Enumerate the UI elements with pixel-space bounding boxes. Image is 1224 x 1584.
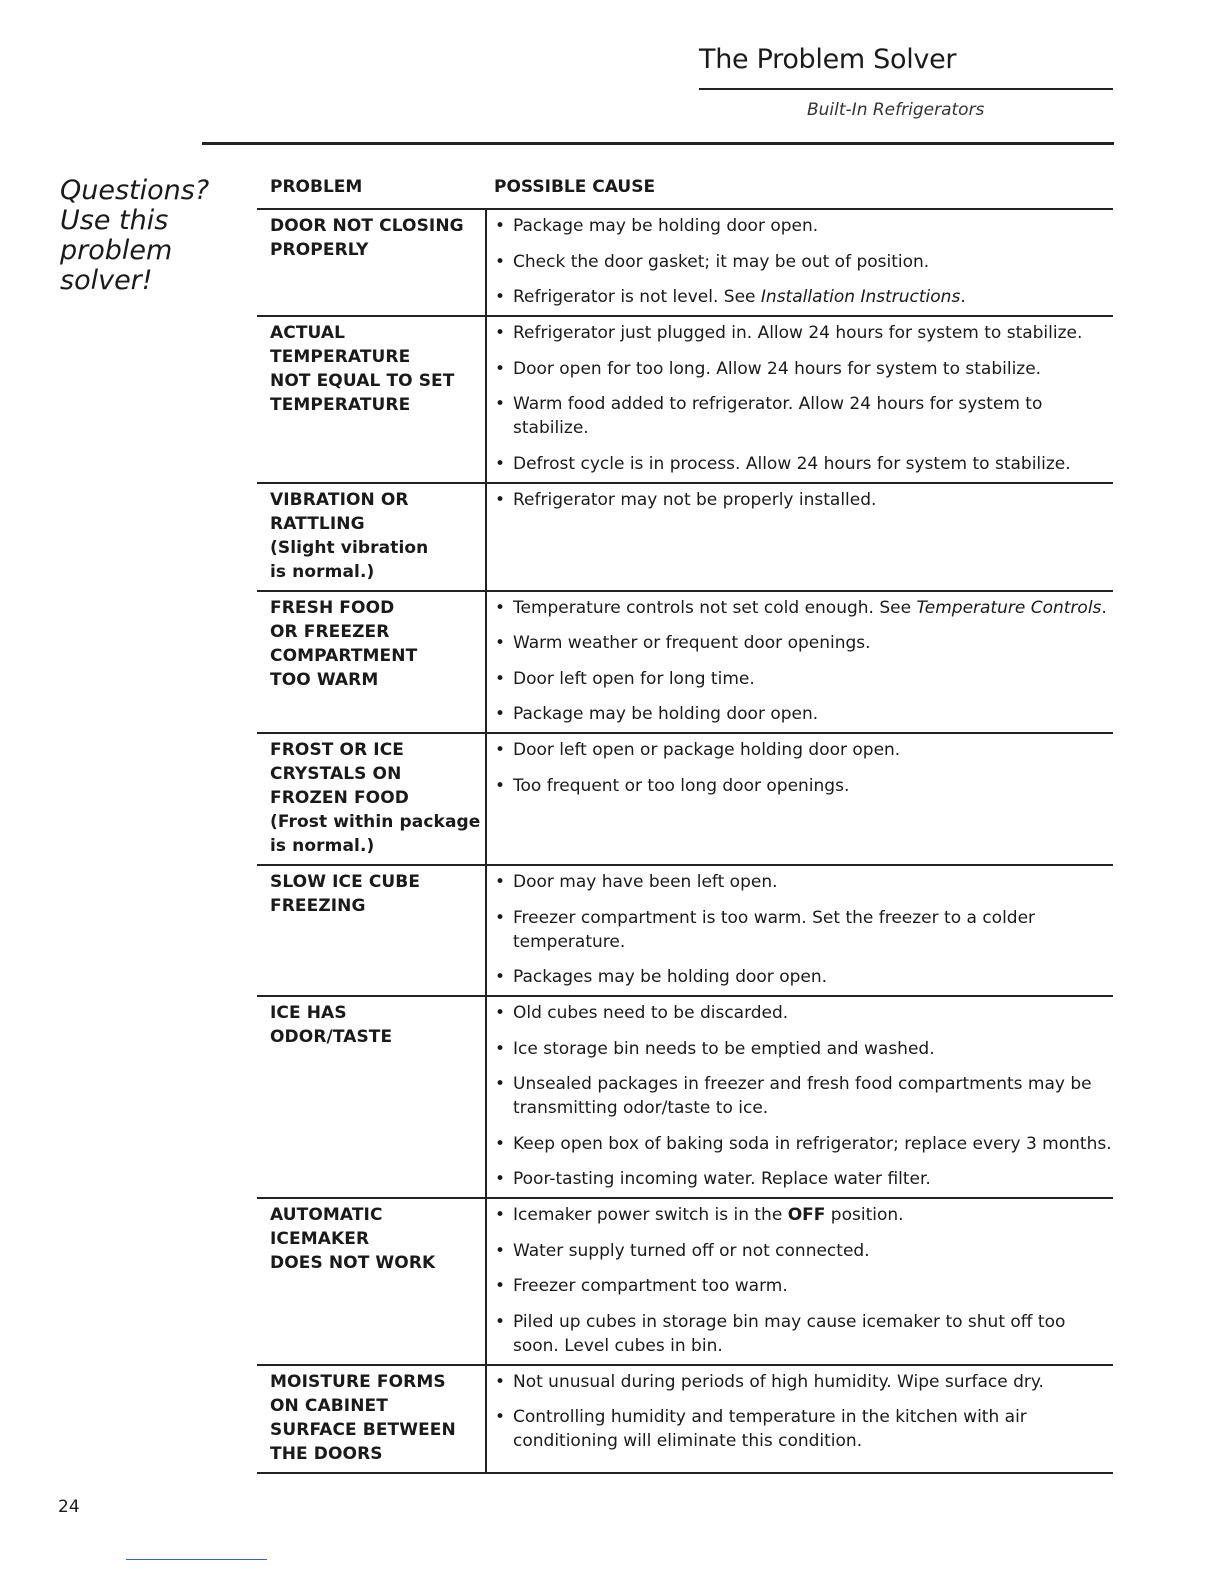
problem-cell — [257, 997, 487, 1197]
problem-line: FROZEN FOOD — [270, 788, 409, 808]
cause-text: Package may be holding door open. — [513, 704, 819, 724]
cause-text-tail: position. — [825, 1205, 904, 1225]
problem-line: DOES NOT WORK — [270, 1253, 436, 1273]
problem-line: TOO WARM — [270, 669, 379, 690]
cause-text: Packages may be holding door open. — [513, 967, 828, 987]
problem-line: ACTUAL — [270, 323, 346, 343]
cause-text: Poor-tasting incoming water. Replace water filter. — [513, 1169, 931, 1189]
problem-line: FROST OR ICE — [270, 740, 404, 760]
header-divider — [202, 142, 1114, 145]
problem-line: COMPARTMENT — [270, 645, 418, 666]
cause-item — [513, 321, 1113, 345]
table-body — [257, 210, 1113, 1474]
sidebar-line: problem — [60, 235, 173, 266]
column-header-cause: POSSIBLE CAUSE — [494, 177, 656, 197]
problem-line: (Frost within package — [270, 812, 481, 832]
cause-item — [513, 452, 1113, 476]
problem-line: VIBRATION OR — [270, 489, 409, 510]
problem-line: ICEMAKER — [270, 1229, 370, 1249]
problem-line: MOISTURE FORMS — [270, 1371, 446, 1392]
problem-line: RATTLING — [270, 513, 365, 534]
problem-line: DOOR NOT CLOSING — [270, 216, 464, 236]
cause-text: Door left open or package holding door open. — [513, 740, 901, 760]
cause-list — [487, 997, 1113, 1197]
problem-cell — [257, 734, 487, 864]
cause-item — [513, 250, 1113, 274]
cause-text: Door left open for long time. — [513, 668, 755, 689]
cause-item — [513, 1239, 1113, 1263]
cause-emphasis: OFF — [787, 1205, 826, 1225]
problem-line: CRYSTALS ON — [270, 764, 402, 784]
table-row — [257, 1366, 1113, 1474]
problem-cell — [257, 1199, 487, 1364]
cause-item — [513, 392, 1113, 440]
cause-item — [513, 1203, 1113, 1227]
page-number: 24 — [58, 1497, 80, 1517]
problem-line: ODOR/TASTE — [270, 1027, 393, 1047]
cause-item — [513, 667, 1113, 691]
problem-line: ON CABINET — [270, 1395, 388, 1416]
problem-line: SURFACE BETWEEN — [270, 1419, 456, 1440]
cause-text: Controlling humidity and temperature in the kitchen with air conditioning will eliminate this condition. — [513, 1407, 1027, 1451]
cause-list — [487, 592, 1113, 733]
cause-list — [487, 484, 1113, 590]
cause-item — [513, 965, 1113, 989]
cause-item — [513, 870, 1113, 894]
problem-line: is normal.) — [270, 836, 375, 856]
cause-list — [487, 317, 1113, 482]
cause-item — [513, 1072, 1113, 1120]
column-header-problem: PROBLEM — [270, 177, 363, 197]
problem-line: THE DOORS — [270, 1443, 383, 1464]
table-row — [257, 317, 1113, 484]
cause-text: Refrigerator just plugged in. Allow 24 hours for system to stabilize. — [513, 323, 1083, 343]
title-rule — [699, 88, 1113, 90]
cause-text: Too frequent or too long door openings. — [513, 775, 850, 796]
table-header — [257, 170, 1113, 210]
cause-item — [513, 1370, 1113, 1394]
table-row — [257, 592, 1113, 735]
problem-line: PROPERLY — [270, 240, 369, 260]
cause-item — [513, 1274, 1113, 1298]
problem-cell — [257, 210, 487, 315]
problem-solver-table — [257, 170, 1113, 1474]
sidebar-line: solver! — [60, 265, 153, 296]
cause-text: Old cubes need to be discarded. — [513, 1003, 789, 1023]
table-row — [257, 1199, 1113, 1366]
cause-text: Warm food added to refrigerator. Allow 24 hours for system to stabilize. — [513, 394, 1043, 438]
cause-text: Water supply turned off or not connected. — [513, 1240, 870, 1261]
cause-item — [513, 596, 1113, 620]
problem-line: is normal.) — [270, 561, 375, 582]
problem-line: OR FREEZER — [270, 621, 390, 642]
cause-item — [513, 285, 1113, 309]
cause-item — [513, 214, 1113, 238]
cause-reference: Installation Instructions — [760, 287, 961, 307]
cause-text: Check the door gasket; it may be out of position. — [513, 251, 930, 272]
cause-text: Refrigerator is not level. See — [513, 287, 761, 307]
footer-rule — [126, 1559, 267, 1560]
table-row — [257, 997, 1113, 1199]
table-row — [257, 734, 1113, 866]
table-row — [257, 210, 1113, 317]
sidebar-line: Use this — [60, 205, 169, 236]
problem-line: AUTOMATIC — [270, 1205, 383, 1225]
cause-text: Not unusual during periods of high humidity. Wipe surface dry. — [513, 1371, 1044, 1392]
cause-text: Refrigerator may not be properly installed. — [513, 489, 877, 510]
cause-item — [513, 738, 1113, 762]
cause-text: Door may have been left open. — [513, 872, 778, 892]
problem-line: TEMPERATURE — [270, 395, 411, 415]
table-row — [257, 484, 1113, 592]
cause-text: Defrost cycle is in process. Allow 24 hours for system to stabilize. — [513, 453, 1071, 474]
cause-item — [513, 488, 1113, 512]
cause-text: Icemaker power switch is in the — [513, 1205, 788, 1225]
cause-list — [487, 866, 1113, 995]
cause-item — [513, 1405, 1113, 1453]
cause-item — [513, 1132, 1113, 1156]
cause-item — [513, 631, 1113, 655]
problem-line: SLOW ICE CUBE — [270, 872, 421, 892]
cause-text-tail: . — [960, 287, 966, 307]
cause-list — [487, 734, 1113, 864]
problem-cell — [257, 866, 487, 995]
cause-text-tail: . — [1101, 597, 1107, 618]
cause-text: Unsealed packages in freezer and fresh food compartments may be transmitting odor/taste to ice. — [513, 1074, 1092, 1118]
problem-line: FREEZING — [270, 896, 366, 916]
cause-item — [513, 1167, 1113, 1191]
problem-line: ICE HAS — [270, 1003, 347, 1023]
problem-cell — [257, 484, 487, 590]
problem-line: NOT EQUAL TO SET — [270, 371, 455, 391]
cause-text: Package may be holding door open. — [513, 216, 819, 236]
table-row — [257, 866, 1113, 997]
page-subtitle: Built-In Refrigerators — [807, 100, 985, 120]
page-title: The Problem Solver — [699, 44, 957, 75]
cause-item — [513, 357, 1113, 381]
problem-cell — [257, 592, 487, 733]
cause-reference: Temperature Controls — [916, 597, 1102, 618]
problem-cell — [257, 317, 487, 482]
cause-list — [487, 1366, 1113, 1472]
cause-list — [487, 210, 1113, 315]
cause-item — [513, 774, 1113, 798]
sidebar-prompt — [60, 176, 250, 296]
problem-line: TEMPERATURE — [270, 347, 411, 367]
cause-text: Piled up cubes in storage bin may cause icemaker to shut off too soon. Level cubes in bin. — [513, 1311, 1066, 1356]
cause-item — [513, 906, 1113, 954]
sidebar-line: Questions? — [60, 175, 210, 206]
cause-text: Freezer compartment is too warm. Set the freezer to a colder temperature. — [513, 907, 1036, 952]
cause-text: Freezer compartment too warm. — [513, 1276, 788, 1296]
cause-list — [487, 1199, 1113, 1364]
cause-text: Ice storage bin needs to be emptied and washed. — [513, 1038, 935, 1059]
problem-line: FRESH FOOD — [270, 597, 395, 618]
problem-line: (Slight vibration — [270, 537, 429, 558]
cause-text: Keep open box of baking soda in refrigerator; replace every 3 months. — [513, 1133, 1112, 1154]
cause-text: Temperature controls not set cold enough. See — [513, 597, 917, 618]
cause-text: Door open for too long. Allow 24 hours for system to stabilize. — [513, 358, 1042, 379]
cause-text: Warm weather or frequent door openings. — [513, 633, 871, 653]
cause-item — [513, 1001, 1113, 1025]
problem-cell — [257, 1366, 487, 1472]
cause-item — [513, 1037, 1113, 1061]
cause-item — [513, 702, 1113, 726]
cause-item — [513, 1310, 1113, 1358]
